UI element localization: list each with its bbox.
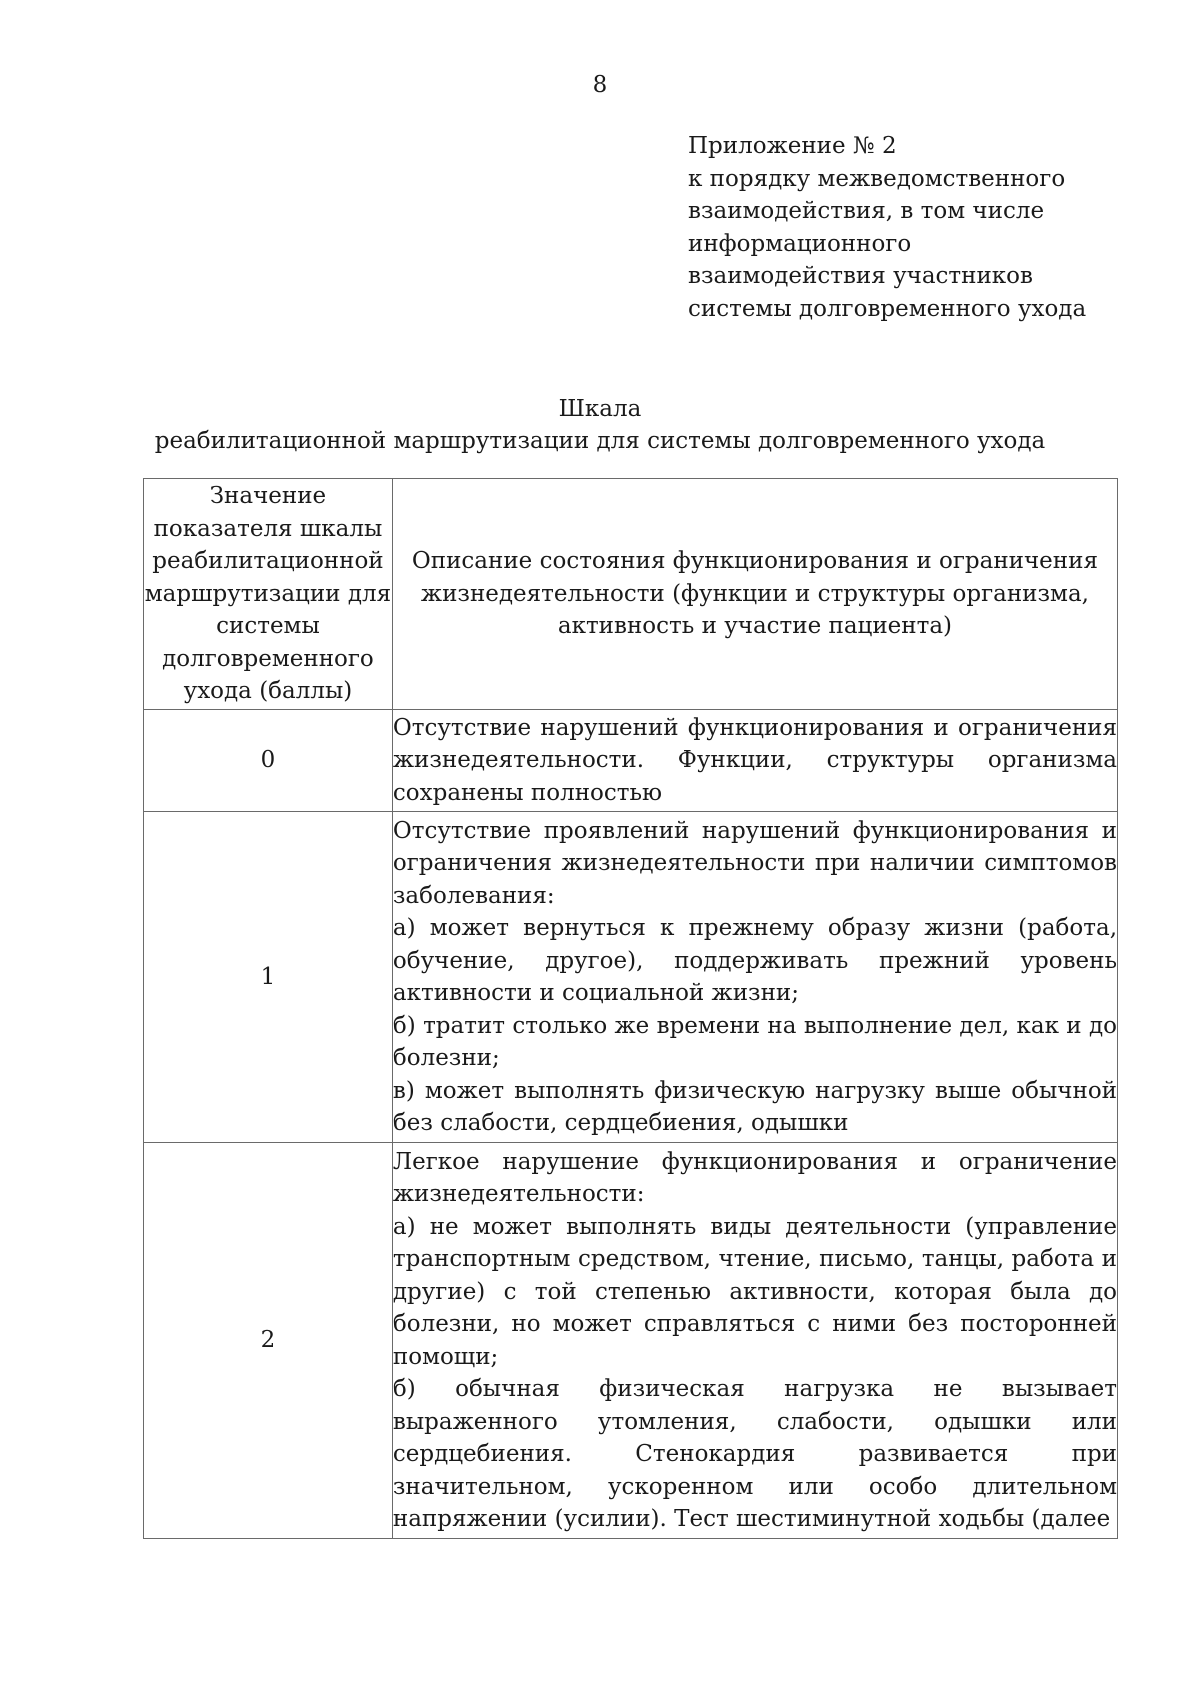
appendix-line: взаимодействия участников — [688, 263, 1033, 289]
score-cell: 2 — [144, 1143, 393, 1539]
title-line-1: Шкала — [558, 396, 642, 422]
description-line: в) может выполнять физическую нагрузку выше обычной без слабости, сердцебиения, одышки — [392, 1077, 1117, 1136]
appendix-line: информационного — [688, 230, 912, 257]
appendix-line: взаимодействия, в том числе — [688, 198, 1045, 224]
description-line: Отсутствие нарушений функционирования и ограничения жизнедеятельности. Функции, структуры организма сохранены полностью — [392, 714, 1117, 806]
page-number: 8 — [592, 72, 608, 98]
appendix-header — [688, 130, 1086, 325]
title-line-2: реабилитационной маршрутизации для системы долговременного ухода — [154, 428, 1046, 454]
rehab-scale-table — [143, 478, 1118, 1539]
description-line: Легкое нарушение функционирования и ограничение жизнедеятельности: — [392, 1148, 1117, 1207]
score-cell: 0 — [144, 710, 393, 812]
description-line: б) обычная физическая нагрузка не вызывает выраженного утомления, слабости, одышки или сердцебиения. Стенокардия развивается при значительном, ускоренном или особо длительном напряжении (усилии). Тест шестиминутной ходьбы (далее — [392, 1376, 1117, 1532]
appendix-line: Приложение № 2 — [688, 133, 897, 159]
score-cell: 1 — [144, 812, 393, 1143]
description-line: б) тратит столько же времени на выполнение дел, как и до болезни; — [392, 1012, 1117, 1071]
description-line: Отсутствие проявлений нарушений функционирования и ограничения жизнедеятельности при наличии симптомов заболевания: — [392, 817, 1117, 909]
description-cell — [392, 1143, 1117, 1539]
description-column-header: Описание состояния функционирования и ограничения жизнедеятельности (функции и структуры организма, активность и участие пациента) — [392, 479, 1117, 710]
table-row — [144, 812, 1118, 1143]
table-row — [144, 1143, 1118, 1539]
appendix-line: системы долговременного ухода — [688, 295, 1087, 322]
table-row — [144, 710, 1118, 812]
description-cell — [392, 812, 1117, 1143]
description-cell — [392, 710, 1117, 812]
description-line: а) может вернуться к прежнему образу жизни (работа, обучение, другое), поддерживать прежний уровень активности и социальной жизни; — [392, 915, 1117, 1006]
score-column-header: Значение показателя шкалы реабилитационной маршрутизации для системы долговременного ухода (баллы) — [144, 479, 393, 710]
table-header-row — [144, 479, 1118, 710]
appendix-line: к порядку межведомственного — [688, 165, 1066, 192]
description-line: а) не может выполнять виды деятельности (управление транспортным средством, чтение, письмо, танцы, работа и другие) с той степенью активности, которая была до болезни, но может справляться с ними без посторонней помощи; — [392, 1213, 1117, 1370]
document-title — [0, 393, 1200, 457]
